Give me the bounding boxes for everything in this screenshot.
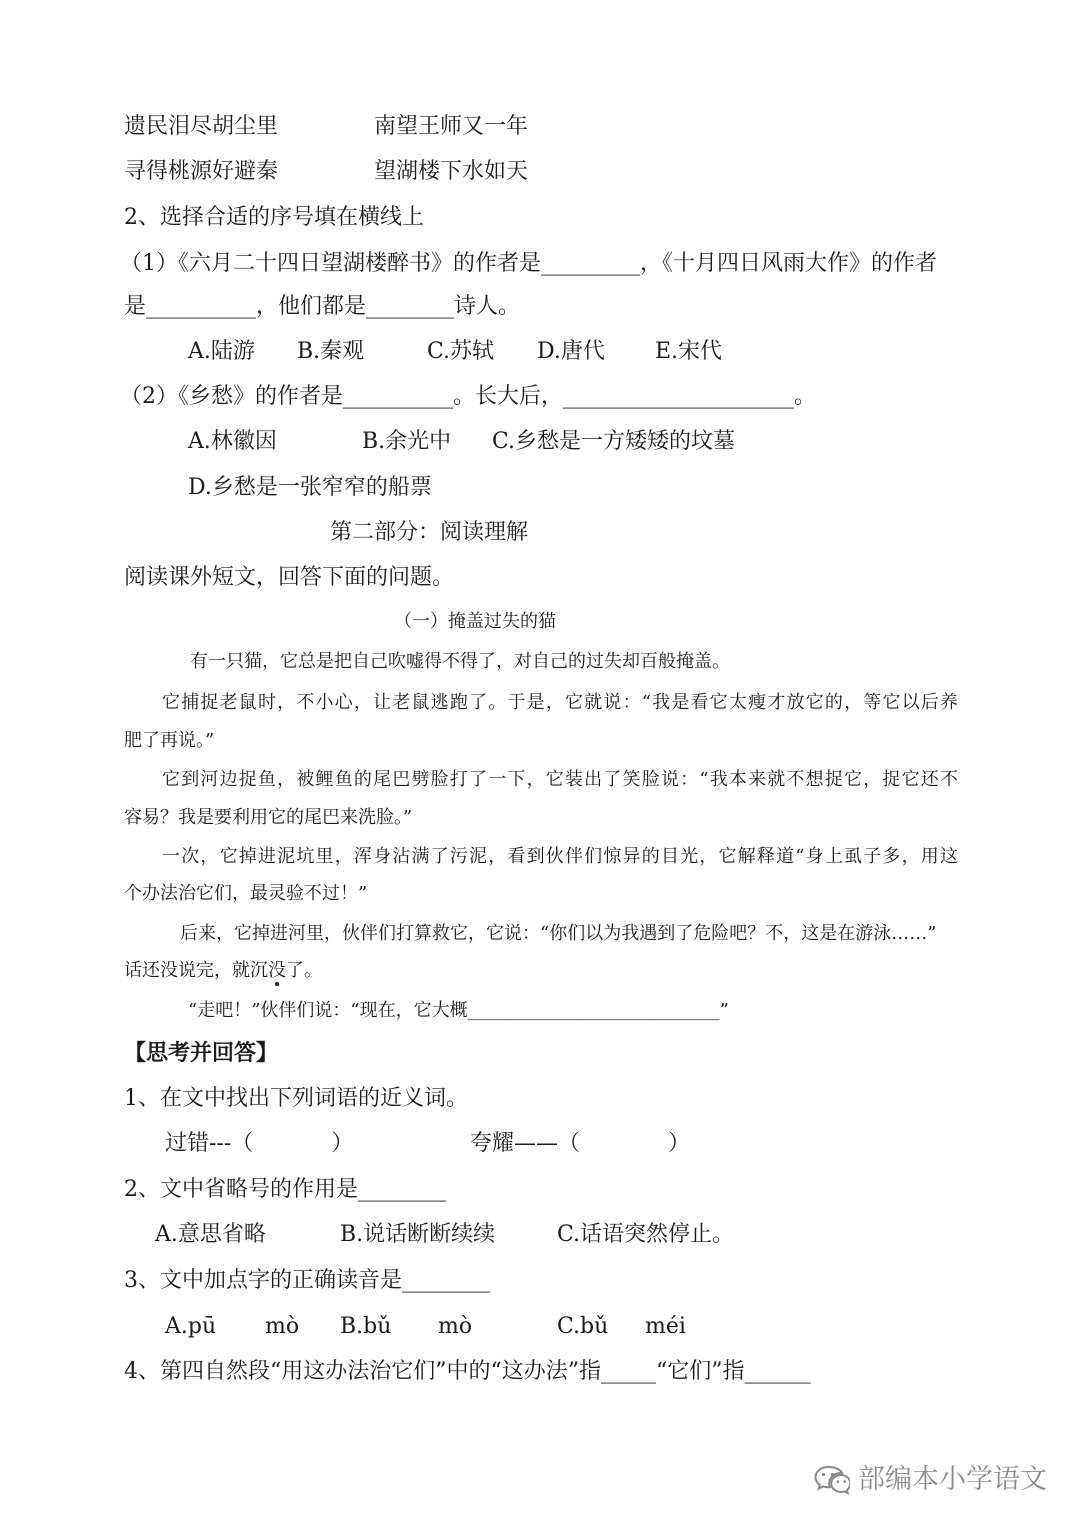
story-paragraph-6: “走吧！”伙伴们说：“现在，它大概____________________________” (188, 1000, 729, 1021)
choice-q1-option-e: E.宋代 (655, 339, 723, 364)
question-2-option-c: C.话语突然停止。 (557, 1222, 735, 1247)
story-paragraph-1: 有一只猫，它总是把自己吹嘘得不得了，对自己的过失却百般掩盖。 (190, 651, 730, 672)
watermark-text: 部编本小学语文 (858, 1464, 1047, 1495)
story-text-segment: 话还没说完，就沉 (124, 960, 268, 981)
question-3-option-c-second: méi (645, 1314, 686, 1339)
wechat-icon (814, 1463, 850, 1497)
choice-q2-option-d: D.乡愁是一张窄窄的船票 (188, 475, 432, 500)
story-text-segment: 它 (162, 692, 182, 713)
choice-q2-option-b: B.余光中 (362, 429, 452, 454)
story-paragraph-2-line-2: 肥了再说。” (124, 730, 215, 751)
story-paragraph-3-line-2: 容易？我是要利用它的尾巴来洗脸。” (124, 807, 413, 828)
watermark (814, 1458, 1047, 1502)
question-3-option-b-second: mò (438, 1314, 473, 1339)
question-3-option-a-first: A.pū (165, 1314, 217, 1339)
choice-q1-line1: （1）《六月二十四日望湖楼醉书》的作者是_________，《十月四日风雨大作》的作者 (120, 251, 937, 276)
choice-q1-line2: 是__________，他们都是________诗人。 (124, 294, 521, 319)
question-3-option-b-first: B.bǔ (340, 1314, 392, 1339)
poem-line-left-2: 寻得桃源好避秦 (124, 159, 279, 184)
question-3-text: 3、文中加点字的正确读音是________ (124, 1268, 490, 1293)
question-2-option-b: B.说话断断续续 (340, 1222, 496, 1247)
story-title: （一）掩盖过失的猫 (394, 611, 556, 632)
story-paragraph-4-line-1: 一次，它掉进泥坑里，浑身沾满了污泥，看到伙伴们惊异的目光，它解释道“身上虱子多，用这 (162, 846, 958, 867)
choice-q1-option-d: D.唐代 (537, 339, 605, 364)
poem-line-right-1: 南望王师又一年 (374, 114, 529, 139)
choice-q2-option-c: C.乡愁是一方矮矮的坟墓 (492, 429, 736, 454)
question-4-text: 4、第四自然段“用这办法治它们”中的“这办法”指_____“它们”指______ (124, 1359, 811, 1384)
question-2-option-a: A.意思省略 (155, 1222, 266, 1247)
choice-q1-option-a: A.陆游 (188, 339, 255, 364)
question-3-option-a-second: mò (265, 1314, 300, 1339)
choice-heading: 2、选择合适的序号填在横线上 (124, 205, 424, 230)
dotted-character-mo: 没 (268, 960, 286, 981)
choice-q2-line1: （2）《乡愁》的作者是__________。长大后，_____________________。 (120, 384, 816, 409)
choice-q1-option-c: C.苏轼 (427, 339, 495, 364)
story-text-segment: 捉老鼠时，不小心，让老鼠逃跑了。于是，它就说：“我是看它太瘦才放它的，等它以后养 (200, 692, 958, 713)
story-paragraph-3-line-1: 它到河边捉鱼，被鲤鱼的尾巴劈脸打了一下，它装出了笑脸说：“我本来就不想捉它，捉它还不 (162, 769, 958, 790)
question-1-text: 1、在文中找出下列词语的近义词。 (124, 1086, 468, 1111)
poem-line-left-1: 遗民泪尽胡尘里 (124, 114, 279, 139)
synonym-item-1 (165, 1132, 353, 1156)
synonym-prefix: 夸耀——（ (470, 1131, 581, 1156)
synonym-prefix: 过错---（ (165, 1131, 254, 1156)
synonym-item-2 (470, 1132, 690, 1156)
poem-line-right-2: 望湖楼下水如天 (374, 159, 529, 184)
choice-q1-option-b: B.秦观 (297, 339, 365, 364)
dotted-character-bu: 捕 (181, 692, 201, 713)
reading-instruction: 阅读课外短文，回答下面的问题。 (124, 565, 455, 590)
story-text-segment: 了。 (286, 960, 322, 981)
story-paragraph-4-line-2: 个办法治它们，最灵验不过！” (124, 883, 368, 904)
part-title: 第二部分：阅读理解 (330, 520, 529, 545)
question-2-text: 2、文中省略号的作用是________ (124, 1177, 446, 1202)
questions-header: 【思考并回答】 (124, 1040, 279, 1066)
story-paragraph-2-line-1 (162, 692, 958, 714)
question-3-option-c-first: C.bǔ (557, 1314, 609, 1339)
choice-q2-option-a: A.林徽因 (188, 429, 277, 454)
synonym-suffix: ） (331, 1131, 354, 1156)
story-paragraph-5-line-2 (124, 960, 322, 982)
story-paragraph-5-line-1: 后来，它掉进河里，伙伴们打算救它，它说：“你们以为我遇到了危险吧？不，这是在游泳……” (180, 923, 937, 944)
synonym-suffix: ） (668, 1131, 691, 1156)
